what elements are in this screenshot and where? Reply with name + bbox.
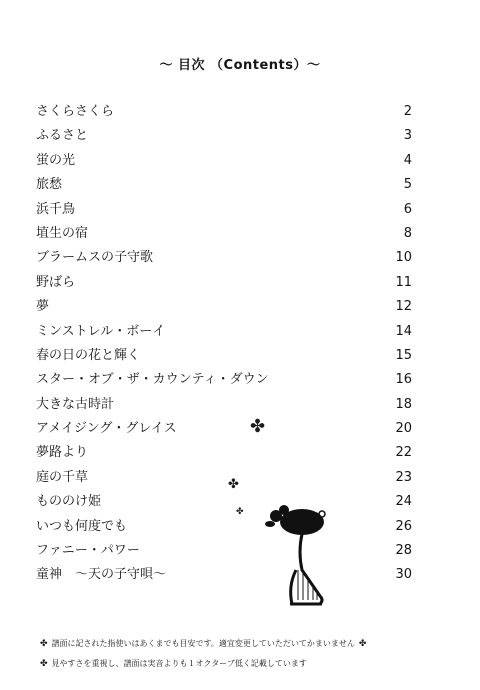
toc-entry-page: 3 [403, 128, 412, 144]
toc-entry-page: 23 [395, 469, 412, 485]
toc-entry [36, 295, 416, 319]
toc-entry [36, 149, 416, 173]
toc-entry-title: 庭の千草 [36, 469, 89, 485]
toc-entry-page: 2 [403, 104, 412, 119]
toc-entry-title: いつも何度でも [36, 518, 128, 534]
clover-icon: ✤ [40, 639, 48, 649]
toc-entry-page: 28 [395, 543, 412, 559]
footnote-text: 見やすさを重視し、譜面は実音よりも１オクターブ低く記載しています [51, 659, 307, 668]
toc-entry-title: 旅愁 [36, 177, 63, 193]
toc-entry [36, 100, 416, 124]
table-of-contents [36, 100, 416, 588]
footnote-text: 譜面に記された指使いはあくまでも目安です。適宜変更していただいてかまいません [51, 639, 355, 648]
clover-icon: ✤ [40, 659, 48, 669]
toc-entry-page: 22 [395, 445, 412, 461]
footnote [40, 654, 440, 674]
toc-entry [36, 173, 416, 197]
toc-entry [36, 198, 416, 222]
toc-entry [36, 441, 416, 465]
toc-entry-title: もののけ姫 [36, 494, 102, 510]
toc-entry [36, 563, 416, 587]
clover-icon: ✤ [358, 639, 367, 649]
toc-entry-title: 夢路より [36, 445, 89, 461]
toc-entry [36, 246, 416, 270]
toc-entry [36, 222, 416, 246]
toc-entry-title: 童神 ～天の子守唄～ [36, 567, 167, 583]
toc-entry-title: 蛍の光 [36, 152, 76, 168]
toc-entry-title: さくらさくら [36, 104, 115, 119]
toc-entry [36, 368, 416, 392]
toc-entry-title: ミンストレル・ボーイ [36, 323, 166, 339]
toc-entry-page: 30 [395, 567, 412, 583]
toc-entry-title: アメイジング・グレイス [36, 421, 177, 437]
toc-entry-title: スター・オブ・ザ・カウンティ・ダウン [36, 372, 269, 388]
toc-entry [36, 539, 416, 563]
toc-entry-title: 浜千鳥 [36, 201, 76, 217]
toc-entry-page: 14 [395, 323, 412, 339]
toc-entry-title: ファニー・パワー [36, 543, 140, 559]
toc-entry [36, 344, 416, 368]
clover-icon: ✤ [228, 477, 239, 492]
toc-entry-title: 春の日の花と輝く [36, 347, 141, 363]
toc-entry-title: ふるさと [36, 128, 89, 144]
footnote [40, 634, 440, 654]
toc-entry-page: 5 [403, 177, 412, 193]
toc-entry [36, 466, 416, 490]
toc-entry-page: 8 [403, 225, 412, 241]
toc-entry-page: 18 [395, 396, 412, 412]
toc-entry-title: 埴生の宿 [36, 225, 89, 241]
toc-entry-title: 大きな古時計 [36, 396, 115, 412]
toc-entry-page: 12 [395, 299, 412, 315]
toc-entry-title: 野ばら [36, 274, 76, 290]
clover-icon: ✤ [250, 416, 266, 437]
toc-entry-page: 15 [395, 347, 412, 363]
toc-entry [36, 271, 416, 295]
toc-entry [36, 393, 416, 417]
footnotes [40, 634, 440, 674]
toc-entry-page: 16 [395, 372, 412, 388]
toc-entry-page: 11 [395, 274, 412, 290]
toc-entry-page: 26 [395, 518, 412, 534]
clover-icon: ✤ [236, 507, 244, 517]
toc-entry [36, 320, 416, 344]
toc-entry-page: 24 [395, 494, 412, 510]
toc-entry [36, 515, 416, 539]
toc-entry-page: 20 [395, 421, 412, 437]
toc-entry [36, 124, 416, 148]
toc-entry-page: 10 [395, 250, 412, 266]
mouse-harp-illustration [262, 500, 334, 610]
toc-entry-page: 4 [403, 152, 412, 168]
toc-entry-title: ブラームスの子守歌 [36, 250, 154, 266]
toc-entry-title: 夢 [36, 299, 50, 315]
toc-entry [36, 417, 416, 441]
toc-entry [36, 490, 416, 514]
page-title: ～ 目次 （Contents）～ [159, 58, 321, 73]
toc-entry-page: 6 [403, 201, 412, 217]
